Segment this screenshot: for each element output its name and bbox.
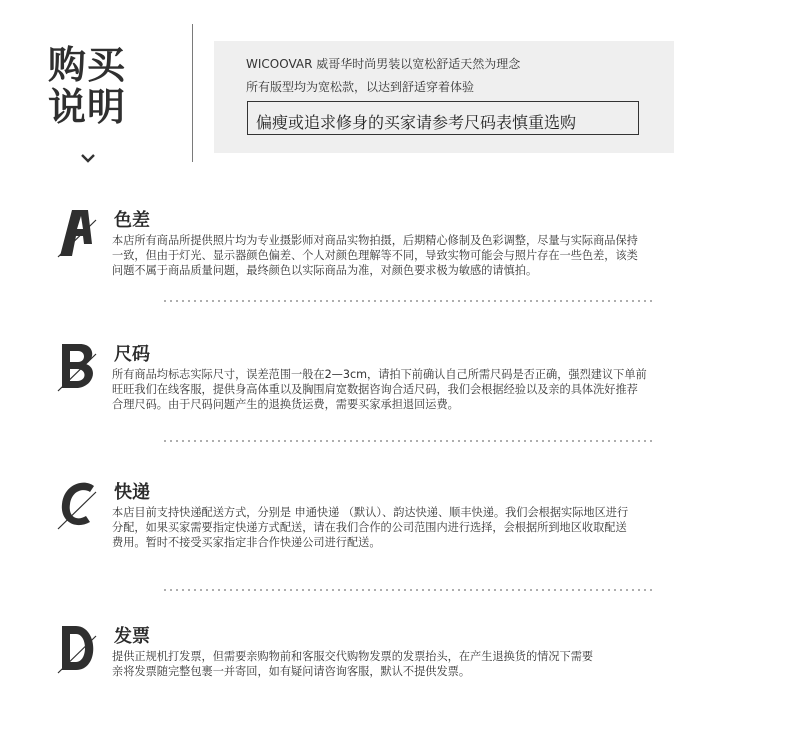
dotted-divider xyxy=(162,440,652,442)
section-title: 色差 xyxy=(114,210,150,231)
notice-line-2: 所有版型均为宽松款，以达到舒适穿着体验 xyxy=(246,80,475,94)
section-title: 快递 xyxy=(114,482,150,503)
section-text-line: 本店所有商品所提供照片均为专业摄影师对商品实物拍摄，后期精心修制及色彩调整，尽量与实际商品保持 xyxy=(112,234,638,247)
letter-b-icon xyxy=(56,340,104,392)
notice-panel xyxy=(214,41,674,153)
section-text-line: 本店目前支持快递配送方式，分别是 申通快递 （默认）、韵达快递、顺丰快递。我们会根据实际地区进行 xyxy=(112,506,629,519)
dotted-divider xyxy=(162,589,652,591)
section-text-line: 提供正规机打发票，但需要亲购物前和客服交代购物发票的发票抬头，在产生退换货的情况下需要 xyxy=(112,650,594,663)
title-line-2: 说明 xyxy=(48,85,127,129)
section-text-line: 所有商品均标志实际尺寸，误差范围一般在2—3cm，请拍下前确认自己所需尺码是否正确，强烈建议下单前 xyxy=(112,368,647,381)
notice-line-1: WICOOVAR 威哥华时尚男装以宽松舒适天然为理念 xyxy=(246,57,521,71)
section-text-line: 分配，如果买家需要指定快递方式配送，请在我们合作的公司范围内进行选择，会根据所到地区收取配送 xyxy=(112,521,627,534)
section-text-line: 费用。暂时不接受买家指定非合作快递公司进行配送。 xyxy=(112,536,381,549)
dotted-divider xyxy=(162,300,652,302)
section-text-line: 问题不属于商品质量问题，最终颜色以实际商品为准，对颜色要求极为敏感的请慎拍。 xyxy=(112,264,538,277)
section-text-line: 旺旺我们在线客服，提供身高体重以及胸围肩宽数据咨询合适尺码，我们会根据经验以及亲的具体洗好推荐 xyxy=(112,383,638,396)
letter-a-icon xyxy=(56,206,104,258)
chevron-down-icon xyxy=(80,150,96,166)
page-title xyxy=(48,44,140,128)
letter-d-icon xyxy=(56,622,104,674)
section-body xyxy=(112,367,778,412)
notice-highlight-box xyxy=(247,101,639,135)
section-text-line: 亲将发票随完整包裹一并寄回，如有疑问请咨询客服，默认不提供发票。 xyxy=(112,665,471,678)
notice-highlight-text: 偏瘦或追求修身的买家请参考尺码表慎重选购 xyxy=(256,113,577,132)
section-body xyxy=(112,505,778,550)
section-body xyxy=(112,649,778,679)
section-text-line: 一致，但由于灯光、显示器颜色偏差、个人对颜色理解等不同，导致实物可能会与照片存在一些色差，该类 xyxy=(112,249,638,262)
section-title: 尺码 xyxy=(114,344,150,365)
title-line-1: 购买 xyxy=(48,43,127,87)
section-title: 发票 xyxy=(114,626,150,647)
vertical-divider xyxy=(192,24,193,162)
section-text-line: 合理尺码。由于尺码问题产生的退换货运费，需要买家承担退回运费。 xyxy=(112,398,459,411)
letter-c-icon xyxy=(56,478,104,530)
section-body xyxy=(112,233,778,278)
